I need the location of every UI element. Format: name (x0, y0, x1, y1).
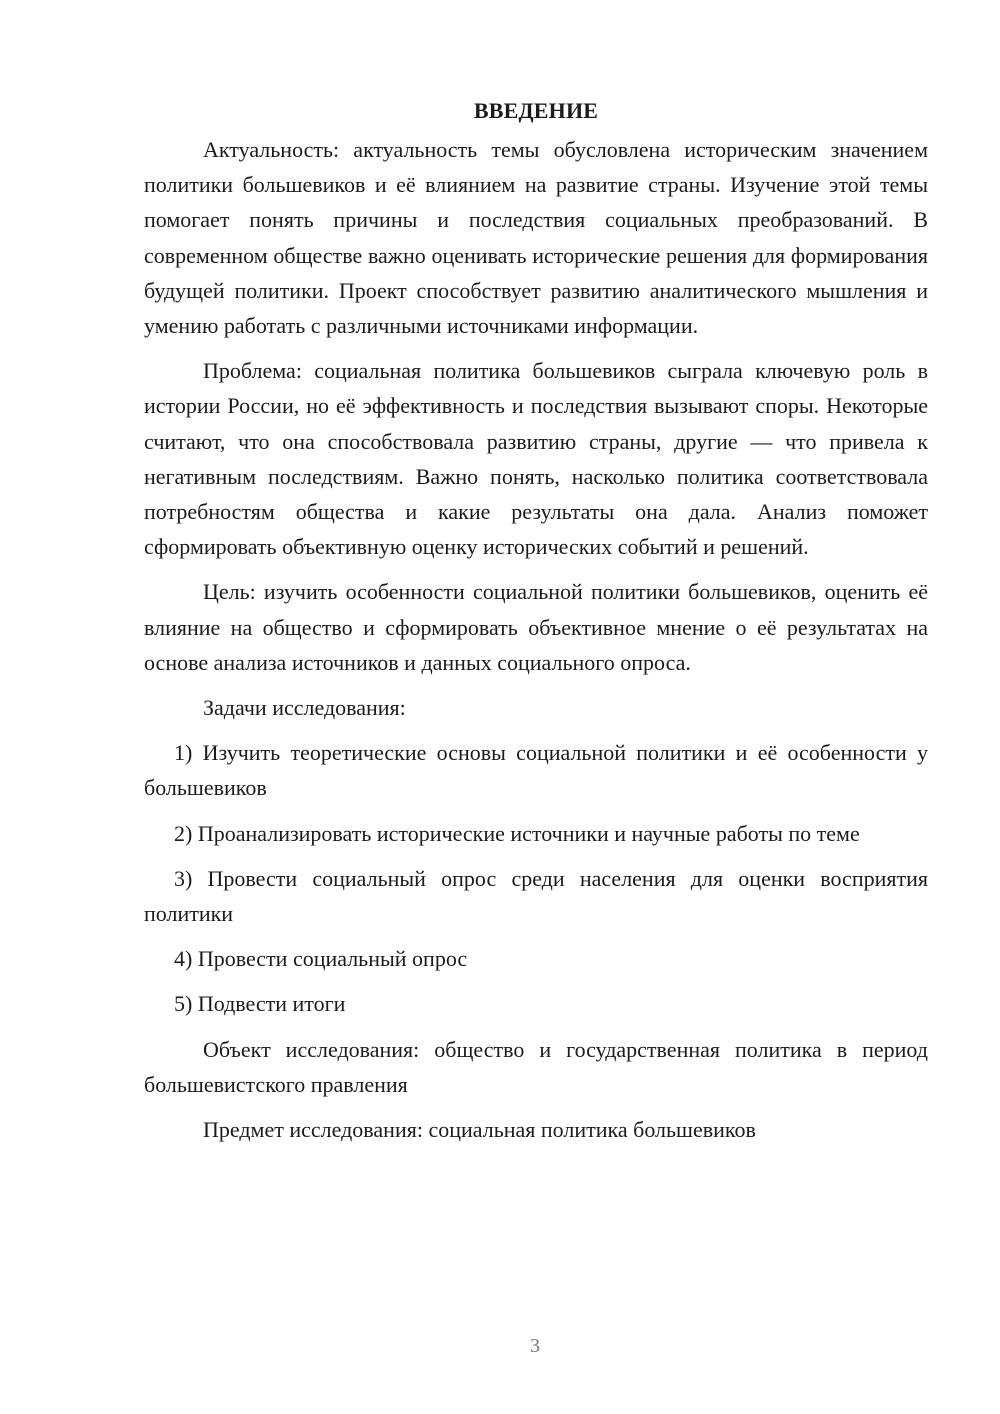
document-page (144, 96, 928, 1157)
task-item-5: 5) Подвести итоги (174, 991, 346, 1017)
relevance-paragraph: Актуальность: актуальность темы обусловлена историческим значением политики большевиков и её влиянием на развитие страны. Изучение этой темы помогает понять причины и последствия социальных преобразований. В современном обществе важно оценивать исторические решения для формирования будущей политики. Проект способствует развитию аналитического мышления и умению работать с различными источниками информации. (144, 137, 928, 339)
task-item-2: 2) Проанализировать исторические источники и научные работы по теме (174, 820, 860, 846)
problem-paragraph: Проблема: социальная политика большевиков сыграла ключевую роль в истории России, но её эффективность и последствия вызывают споры. Некоторые считают, что она способствовала развитию страны, другие — что привела к негативным последствиям. Важно понять, насколько политика соответствовала потребностям общества и какие результаты она дала. Анализ поможет сформировать объективную оценку исторических событий и решений. (144, 358, 928, 560)
task-item-4: 4) Провести социальный опрос (174, 946, 468, 972)
subject-paragraph: Предмет исследования: социальная политика большевиков (203, 1117, 756, 1143)
section-title: ВВЕДЕНИЕ (473, 98, 599, 123)
object-paragraph: Объект исследования: общество и государственная политика в период большевистского правления (144, 1036, 928, 1097)
task-item-1: 1) Изучить теоретические основы социальной политики и её особенности у большевиков (144, 740, 928, 801)
page-number: 3 (530, 1335, 540, 1357)
goal-paragraph: Цель: изучить особенности социальной политики большевиков, оценить её влияние на общество и сформировать объективное мнение о её результатах на основе анализа источников и данных социального опроса. (144, 579, 928, 675)
tasks-heading: Задачи исследования: (203, 695, 406, 721)
task-item-3: 3) Провести социальный опрос среди населения для оценки восприятия политики (144, 865, 928, 927)
